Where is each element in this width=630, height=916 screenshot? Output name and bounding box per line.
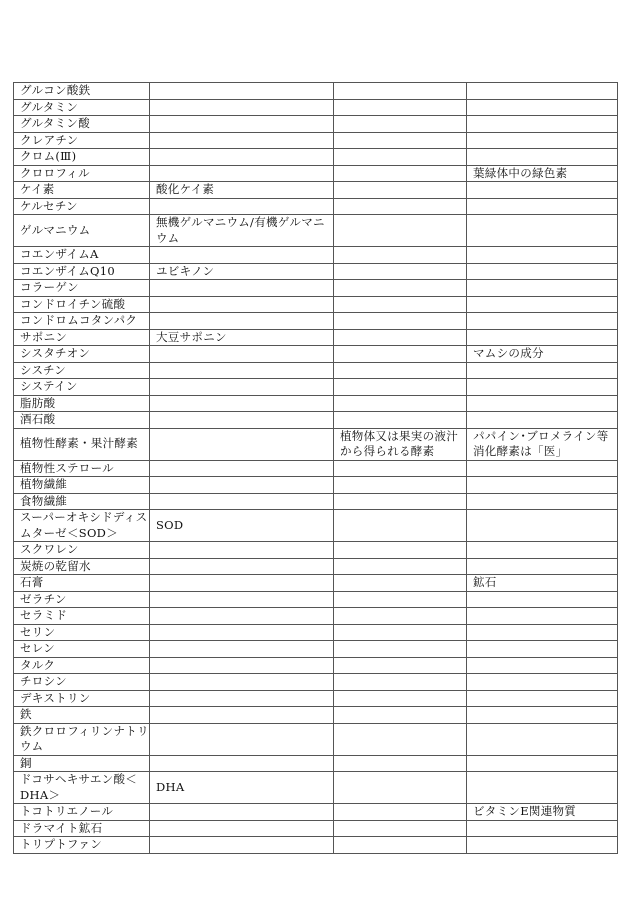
- table-row: [14, 657, 618, 674]
- table-row: [14, 772, 618, 804]
- table-row: [14, 412, 618, 429]
- cell-alias: [150, 280, 334, 297]
- cell-alias: 無機ゲルマニウム/有機ゲルマニウム: [150, 215, 334, 247]
- cell-remark: [467, 608, 618, 625]
- cell-source-note: [334, 542, 467, 559]
- cell-remark: [467, 296, 618, 313]
- table-row: [14, 280, 618, 297]
- cell-alias: [150, 198, 334, 215]
- table-row: [14, 116, 618, 133]
- cell-ingredient-name: セレン: [14, 641, 150, 658]
- table-row: [14, 362, 618, 379]
- cell-remark: [467, 674, 618, 691]
- table-row: [14, 591, 618, 608]
- cell-ingredient-name: グルタミン酸: [14, 116, 150, 133]
- cell-alias: [150, 558, 334, 575]
- table-row: [14, 707, 618, 724]
- table-row: [14, 723, 618, 755]
- cell-remark: [467, 149, 618, 166]
- cell-alias: [150, 428, 334, 460]
- cell-source-note: [334, 558, 467, 575]
- cell-remark: [467, 772, 618, 804]
- cell-source-note: [334, 641, 467, 658]
- cell-source-note: [334, 657, 467, 674]
- table-row: [14, 690, 618, 707]
- table-row: [14, 379, 618, 396]
- cell-source-note: [334, 624, 467, 641]
- cell-alias: [150, 837, 334, 854]
- cell-ingredient-name: 鉄: [14, 707, 150, 724]
- table-row: [14, 542, 618, 559]
- table-row: [14, 247, 618, 264]
- cell-source-note: [334, 132, 467, 149]
- cell-ingredient-name: シスチン: [14, 362, 150, 379]
- cell-remark: [467, 837, 618, 854]
- cell-source-note: [334, 379, 467, 396]
- cell-remark: [467, 558, 618, 575]
- cell-ingredient-name: 銅: [14, 755, 150, 772]
- table-row: [14, 837, 618, 854]
- cell-remark: [467, 215, 618, 247]
- cell-source-note: [334, 755, 467, 772]
- table-row: [14, 132, 618, 149]
- cell-ingredient-name: コエンザイムA: [14, 247, 150, 264]
- cell-source-note: [334, 772, 467, 804]
- cell-ingredient-name: ドコサヘキサエン酸＜DHA＞: [14, 772, 150, 804]
- table-row: [14, 608, 618, 625]
- cell-remark: [467, 313, 618, 330]
- cell-source-note: [334, 247, 467, 264]
- cell-source-note: [334, 591, 467, 608]
- cell-remark: [467, 362, 618, 379]
- cell-alias: [150, 657, 334, 674]
- cell-alias: [150, 755, 334, 772]
- cell-ingredient-name: サポニン: [14, 329, 150, 346]
- cell-source-note: [334, 395, 467, 412]
- cell-alias: [150, 674, 334, 691]
- cell-alias: 酸化ケイ素: [150, 182, 334, 199]
- table-row: [14, 165, 618, 182]
- table-row: [14, 641, 618, 658]
- cell-source-note: [334, 674, 467, 691]
- cell-remark: [467, 624, 618, 641]
- table-row: [14, 182, 618, 199]
- cell-ingredient-name: トリプトファン: [14, 837, 150, 854]
- table-row: [14, 83, 618, 100]
- cell-remark: [467, 723, 618, 755]
- cell-ingredient-name: セリン: [14, 624, 150, 641]
- cell-alias: DHA: [150, 772, 334, 804]
- cell-alias: [150, 575, 334, 592]
- cell-alias: [150, 412, 334, 429]
- cell-remark: 鉱石: [467, 575, 618, 592]
- cell-alias: [150, 624, 334, 641]
- table-row: [14, 804, 618, 821]
- cell-alias: [150, 379, 334, 396]
- cell-ingredient-name: 炭焼の乾留水: [14, 558, 150, 575]
- cell-remark: マムシの成分: [467, 346, 618, 363]
- cell-alias: [150, 165, 334, 182]
- table-row: [14, 558, 618, 575]
- table-row: [14, 575, 618, 592]
- cell-source-note: [334, 263, 467, 280]
- cell-alias: ユビキノン: [150, 263, 334, 280]
- table-row: [14, 215, 618, 247]
- cell-remark: [467, 329, 618, 346]
- cell-source-note: [334, 575, 467, 592]
- cell-ingredient-name: 植物性ステロール: [14, 460, 150, 477]
- cell-remark: [467, 755, 618, 772]
- cell-source-note: [334, 707, 467, 724]
- cell-ingredient-name: グルコン酸鉄: [14, 83, 150, 100]
- cell-source-note: [334, 346, 467, 363]
- cell-alias: SOD: [150, 510, 334, 542]
- table-row: [14, 493, 618, 510]
- cell-source-note: [334, 820, 467, 837]
- cell-ingredient-name: ドラマイト鉱石: [14, 820, 150, 837]
- cell-alias: [150, 99, 334, 116]
- cell-alias: [150, 132, 334, 149]
- cell-ingredient-name: ケルセチン: [14, 198, 150, 215]
- cell-source-note: [334, 116, 467, 133]
- cell-source-note: [334, 690, 467, 707]
- table-row: [14, 329, 618, 346]
- cell-source-note: [334, 510, 467, 542]
- table-row: [14, 460, 618, 477]
- cell-remark: [467, 263, 618, 280]
- cell-remark: [467, 510, 618, 542]
- cell-source-note: [334, 215, 467, 247]
- cell-source-note: [334, 329, 467, 346]
- cell-source-note: [334, 723, 467, 755]
- cell-ingredient-name: グルタミン: [14, 99, 150, 116]
- table-row: [14, 395, 618, 412]
- cell-source-note: [334, 412, 467, 429]
- cell-ingredient-name: 植物性酵素・果汁酵素: [14, 428, 150, 460]
- cell-source-note: [334, 149, 467, 166]
- cell-remark: [467, 657, 618, 674]
- table-row: [14, 755, 618, 772]
- cell-ingredient-name: クロロフィル: [14, 165, 150, 182]
- cell-remark: [467, 182, 618, 199]
- table-row: [14, 428, 618, 460]
- table-row: [14, 624, 618, 641]
- cell-alias: 大豆サポニン: [150, 329, 334, 346]
- table-row: [14, 820, 618, 837]
- cell-remark: [467, 477, 618, 494]
- table-row: [14, 149, 618, 166]
- table-row: [14, 346, 618, 363]
- cell-remark: [467, 641, 618, 658]
- cell-alias: [150, 296, 334, 313]
- cell-alias: [150, 641, 334, 658]
- table-row: [14, 674, 618, 691]
- cell-ingredient-name: 脂肪酸: [14, 395, 150, 412]
- ingredient-table: [13, 82, 618, 854]
- cell-remark: [467, 395, 618, 412]
- cell-source-note: [334, 296, 467, 313]
- cell-remark: [467, 132, 618, 149]
- cell-ingredient-name: クロム(Ⅲ): [14, 149, 150, 166]
- cell-ingredient-name: コエンザイムQ10: [14, 263, 150, 280]
- table-row: [14, 313, 618, 330]
- cell-source-note: [334, 460, 467, 477]
- cell-source-note: [334, 280, 467, 297]
- cell-ingredient-name: コラーゲン: [14, 280, 150, 297]
- cell-source-note: [334, 608, 467, 625]
- cell-source-note: [334, 362, 467, 379]
- cell-source-note: [334, 477, 467, 494]
- cell-remark: [467, 591, 618, 608]
- cell-source-note: [334, 493, 467, 510]
- cell-ingredient-name: クレアチン: [14, 132, 150, 149]
- cell-alias: [150, 362, 334, 379]
- cell-remark: [467, 412, 618, 429]
- cell-ingredient-name: スクワレン: [14, 542, 150, 559]
- cell-alias: [150, 247, 334, 264]
- cell-ingredient-name: ケイ素: [14, 182, 150, 199]
- cell-ingredient-name: コンドロムコタンパク: [14, 313, 150, 330]
- cell-ingredient-name: デキストリン: [14, 690, 150, 707]
- cell-remark: [467, 690, 618, 707]
- cell-source-note: [334, 837, 467, 854]
- cell-alias: [150, 804, 334, 821]
- cell-alias: [150, 395, 334, 412]
- cell-source-note: [334, 198, 467, 215]
- cell-ingredient-name: コンドロイチン硫酸: [14, 296, 150, 313]
- cell-source-note: [334, 182, 467, 199]
- cell-alias: [150, 591, 334, 608]
- table-row: [14, 263, 618, 280]
- cell-source-note: [334, 165, 467, 182]
- cell-source-note: [334, 83, 467, 100]
- cell-remark: [467, 247, 618, 264]
- cell-ingredient-name: ゼラチン: [14, 591, 150, 608]
- cell-ingredient-name: スーパーオキシドディスムターゼ＜SOD＞: [14, 510, 150, 542]
- cell-alias: [150, 149, 334, 166]
- cell-alias: [150, 690, 334, 707]
- table-row: [14, 510, 618, 542]
- cell-alias: [150, 493, 334, 510]
- cell-ingredient-name: 鉄クロロフィリンナトリウム: [14, 723, 150, 755]
- cell-alias: [150, 346, 334, 363]
- cell-alias: [150, 723, 334, 755]
- cell-remark: 葉緑体中の緑色素: [467, 165, 618, 182]
- cell-ingredient-name: 石膏: [14, 575, 150, 592]
- cell-remark: [467, 83, 618, 100]
- cell-ingredient-name: 食物繊維: [14, 493, 150, 510]
- table-row: [14, 477, 618, 494]
- cell-ingredient-name: ゲルマニウム: [14, 215, 150, 247]
- cell-source-note: [334, 804, 467, 821]
- cell-remark: [467, 707, 618, 724]
- table-row: [14, 296, 618, 313]
- cell-ingredient-name: タルク: [14, 657, 150, 674]
- cell-remark: [467, 542, 618, 559]
- cell-remark: [467, 280, 618, 297]
- cell-remark: [467, 820, 618, 837]
- cell-ingredient-name: 植物繊維: [14, 477, 150, 494]
- cell-alias: [150, 477, 334, 494]
- cell-alias: [150, 608, 334, 625]
- cell-alias: [150, 83, 334, 100]
- cell-source-note: [334, 99, 467, 116]
- cell-ingredient-name: 酒石酸: [14, 412, 150, 429]
- cell-source-note: 植物体又は果実の液汁から得られる酵素: [334, 428, 467, 460]
- cell-ingredient-name: セラミド: [14, 608, 150, 625]
- cell-source-note: [334, 313, 467, 330]
- cell-ingredient-name: トコトリエノール: [14, 804, 150, 821]
- cell-ingredient-name: シスタチオン: [14, 346, 150, 363]
- table-row: [14, 198, 618, 215]
- cell-alias: [150, 460, 334, 477]
- cell-remark: [467, 460, 618, 477]
- cell-alias: [150, 542, 334, 559]
- cell-alias: [150, 820, 334, 837]
- cell-alias: [150, 116, 334, 133]
- cell-remark: [467, 379, 618, 396]
- cell-ingredient-name: システイン: [14, 379, 150, 396]
- cell-remark: [467, 198, 618, 215]
- table-row: [14, 99, 618, 116]
- cell-remark: [467, 116, 618, 133]
- cell-remark: [467, 493, 618, 510]
- cell-alias: [150, 707, 334, 724]
- cell-alias: [150, 313, 334, 330]
- cell-remark: [467, 99, 618, 116]
- cell-remark: パパイン･ブロメライン等消化酵素は「医」: [467, 428, 618, 460]
- cell-ingredient-name: チロシン: [14, 674, 150, 691]
- cell-remark: ビタミンE関連物質: [467, 804, 618, 821]
